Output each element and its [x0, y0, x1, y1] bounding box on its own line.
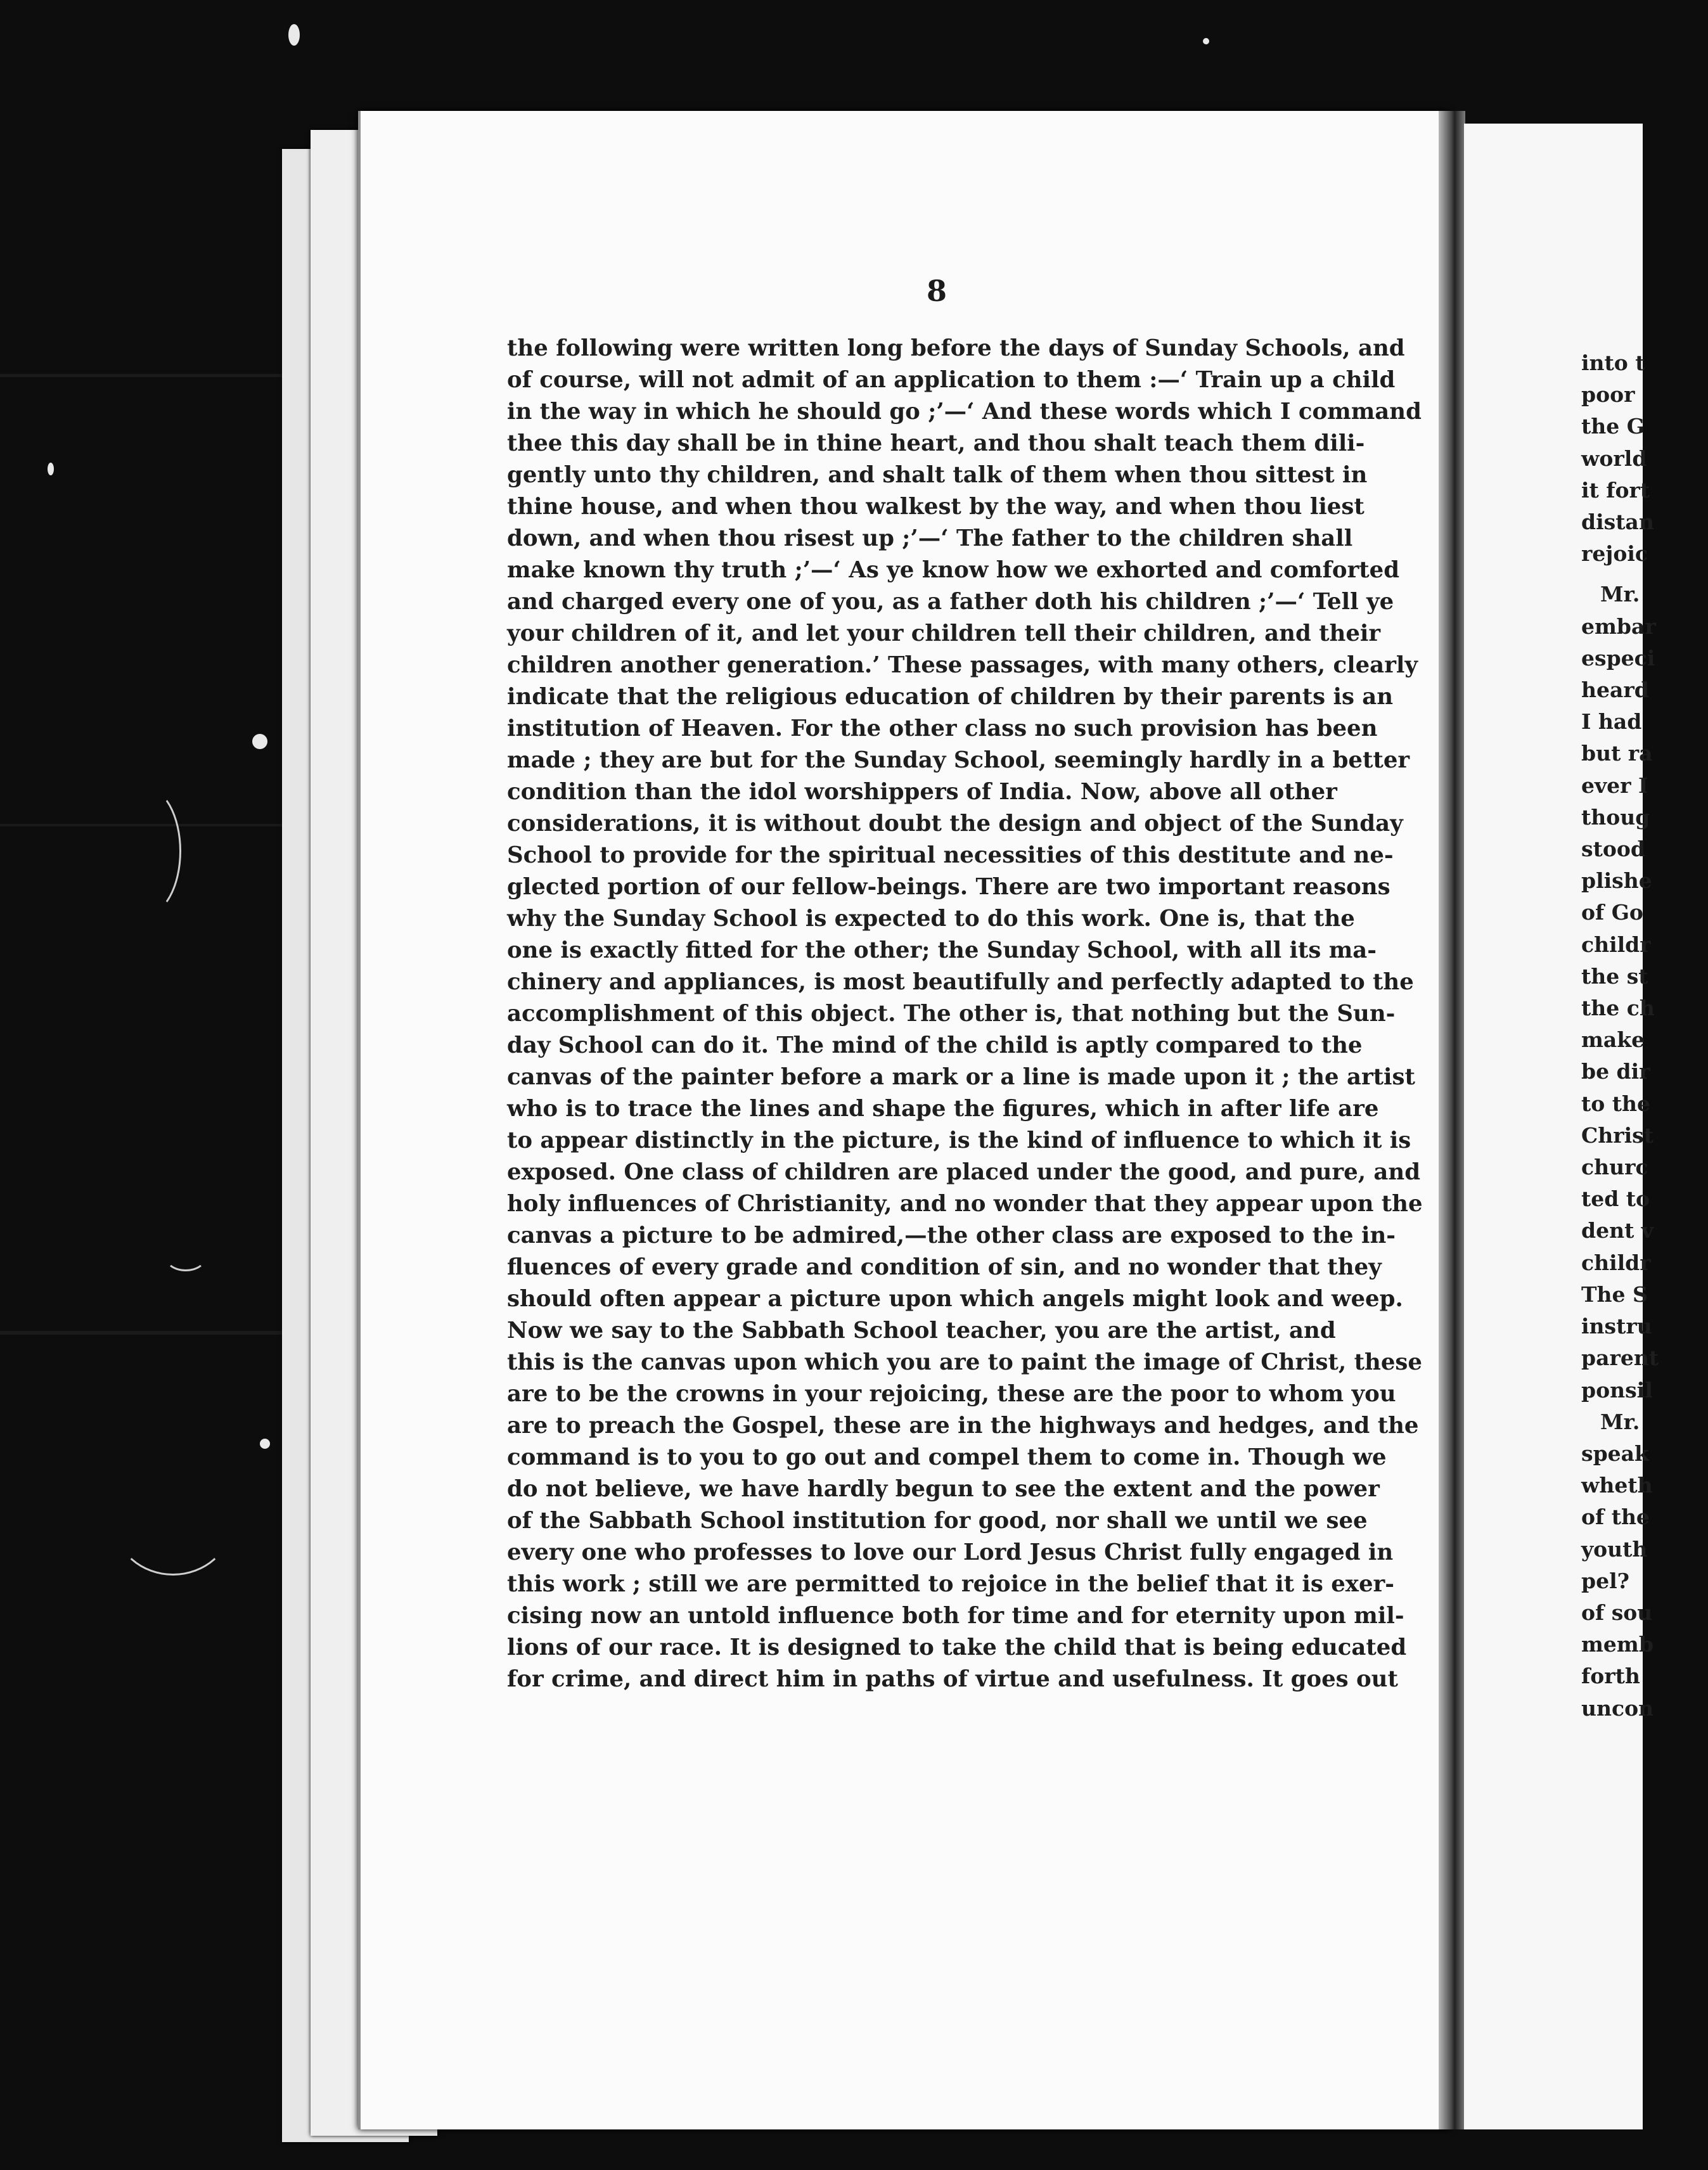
text-line: considerations, it is without doubt the design and object of the Sunday: [507, 811, 1403, 837]
text-line: cising now an untold influence both for time and for eternity upon mil-: [507, 1603, 1404, 1629]
text-line: glected portion of our fellow-beings. There are two important reasons: [507, 874, 1390, 900]
text-line: Mr.: [1600, 1409, 1640, 1434]
text-line: make: [1581, 1027, 1645, 1053]
dust-speck: [288, 24, 300, 46]
text-line: speak: [1581, 1441, 1649, 1466]
text-line: fluences of every grade and condition of sin, and no wonder that they: [507, 1254, 1382, 1280]
text-line: canvas of the painter before a mark or a line is made upon it ; the artist: [507, 1064, 1415, 1090]
text-line: heard: [1581, 677, 1649, 703]
text-line: childr: [1581, 1250, 1651, 1275]
text-line: of the Sabbath School institution for good, nor shall we until we see: [507, 1508, 1368, 1534]
text-line: children another generation.’ These passages, with many others, clearly: [507, 652, 1418, 678]
text-line: youth: [1581, 1536, 1648, 1562]
text-line: in the way in which he should go ;’—‘ And these words which I command: [507, 399, 1422, 425]
dust-speck: [252, 734, 267, 749]
paragraph-gap: [1581, 570, 1708, 579]
text-line: parent: [1581, 1345, 1659, 1371]
text-line: uncon: [1581, 1695, 1654, 1721]
text-line: gently unto thy children, and shalt talk of them when thou sittest in: [507, 462, 1368, 488]
text-line: I had: [1581, 709, 1642, 735]
text-line: institution of Heaven. For the other class no such provision has been: [507, 716, 1378, 742]
text-line: memb: [1581, 1632, 1653, 1657]
text-line: thoug: [1581, 804, 1650, 830]
text-line: chinery and appliances, is most beautifully and perfectly adapted to the: [507, 969, 1414, 995]
text-line: every one who professes to love our Lord Jesus Christ fully engaged in: [507, 1539, 1394, 1565]
text-line: one is exactly fitted for the other; the Sunday School, with all its ma-: [507, 937, 1377, 963]
text-line: ever I: [1581, 773, 1648, 798]
text-line: the ch: [1581, 996, 1655, 1021]
text-line: pel?: [1581, 1568, 1629, 1593]
text-line: churc: [1581, 1155, 1648, 1180]
text-line: ponsil: [1581, 1377, 1653, 1403]
text-line: of the: [1581, 1505, 1650, 1530]
text-line: this work ; still we are permitted to rejoice in the belief that it is exer-: [507, 1571, 1394, 1597]
text-line: indicate that the religious education of children by their parents is an: [507, 684, 1394, 710]
text-line: stood: [1581, 837, 1645, 862]
text-line: should often appear a picture upon which angels might look and weep.: [507, 1286, 1403, 1312]
text-line: ted to: [1581, 1186, 1650, 1212]
text-line: instru: [1581, 1314, 1652, 1339]
text-line: of sou: [1581, 1600, 1653, 1625]
text-line: but ra: [1581, 741, 1653, 766]
text-line: canvas a picture to be admired,—the other class are exposed to the in-: [507, 1223, 1396, 1249]
text-line: accomplishment of this object. The other is, that nothing but the Sun-: [507, 1001, 1396, 1027]
film-scratch: [114, 1470, 232, 1576]
film-scratch: [1001, 0, 1050, 29]
film-scratch: [108, 786, 181, 916]
text-line: wheth: [1581, 1473, 1653, 1498]
text-line: do not believe, we have hardly begun to see the extent and the power: [507, 1476, 1380, 1502]
text-line: especi: [1581, 645, 1655, 671]
text-line: make known thy truth ;’—‘ As ye know how we exhorted and comforted: [507, 557, 1400, 583]
text-line: this is the canvas upon which you are to paint the image of Christ, these: [507, 1349, 1422, 1375]
text-line: plishe: [1581, 868, 1652, 894]
text-line: world: [1581, 446, 1647, 471]
text-line: The S: [1581, 1281, 1648, 1307]
text-line: and charged every one of you, as a father doth his children ;’—‘ Tell ye: [507, 589, 1394, 615]
text-line: lions of our race. It is designed to take the child that is being educated: [507, 1634, 1407, 1660]
text-line: the st: [1581, 963, 1648, 989]
text-line: to the: [1581, 1091, 1650, 1116]
text-line: day School can do it. The mind of the child is aptly compared to the: [507, 1032, 1363, 1058]
book-gutter: [1439, 111, 1465, 2129]
text-line: School to provide for the spiritual necessities of this destitute and ne-: [507, 842, 1394, 868]
text-line: Now we say to the Sabbath School teacher, you are the artist, and: [507, 1318, 1336, 1344]
dust-speck: [48, 463, 54, 475]
text-line: to appear distinctly in the picture, is the kind of influence to which it is: [507, 1127, 1411, 1153]
text-line: Mr.: [1600, 582, 1640, 607]
text-line: childr: [1581, 932, 1651, 957]
text-line: thine house, and when thou walkest by the way, and when thou liest: [507, 494, 1364, 520]
page-body-text: [507, 333, 1423, 1695]
text-line: of course, will not admit of an application to them :—‘ Train up a child: [507, 367, 1396, 393]
text-line: it fort: [1581, 477, 1650, 503]
text-line: who is to trace the lines and shape the figures, which in after life are: [507, 1096, 1379, 1122]
text-line: your children of it, and let your children tell their children, and their: [507, 620, 1381, 646]
text-line: embar: [1581, 613, 1656, 639]
text-line: distan: [1581, 510, 1654, 535]
text-line: of Go: [1581, 900, 1643, 925]
text-line: be dir: [1581, 1059, 1650, 1084]
text-line: dent v: [1581, 1218, 1653, 1243]
text-line: into t: [1581, 350, 1645, 375]
text-line: made ; they are but for the Sunday School, seemingly hardly in a better: [507, 747, 1410, 773]
text-line: forth: [1581, 1664, 1640, 1689]
text-line: for crime, and direct him in paths of virtue and usefulness. It goes out: [507, 1666, 1398, 1692]
text-line: are to preach the Gospel, these are in the highways and hedges, and the: [507, 1413, 1419, 1439]
text-line: condition than the idol worshippers of India. Now, above all other: [507, 779, 1337, 805]
text-line: holy influences of Christianity, and no wonder that they appear upon the: [507, 1191, 1423, 1217]
text-line: exposed. One class of children are placed under the good, and pure, and: [507, 1159, 1421, 1185]
facing-page-text: [1581, 347, 1708, 1724]
film-scratch: [165, 1242, 207, 1271]
text-line: the following were written long before the days of Sunday Schools, and: [507, 335, 1405, 361]
page-number: 8: [926, 274, 947, 308]
dust-speck: [260, 1439, 270, 1449]
text-line: thee this day shall be in thine heart, and thou shalt teach them dili-: [507, 430, 1365, 456]
dust-speck: [1203, 38, 1209, 44]
text-line: the G: [1581, 414, 1645, 439]
text-line: down, and when thou risest up ;’—‘ The father to the children shall: [507, 525, 1353, 551]
text-line: why the Sunday School is expected to do this work. One is, that the: [507, 906, 1355, 932]
text-line: are to be the crowns in your rejoicing, these are the poor to whom you: [507, 1381, 1396, 1407]
text-line: Christ: [1581, 1122, 1654, 1148]
text-line: command is to you to go out and compel them to come in. Though we: [507, 1444, 1387, 1470]
text-line: poor: [1581, 382, 1635, 408]
text-line: rejoic: [1581, 541, 1648, 567]
